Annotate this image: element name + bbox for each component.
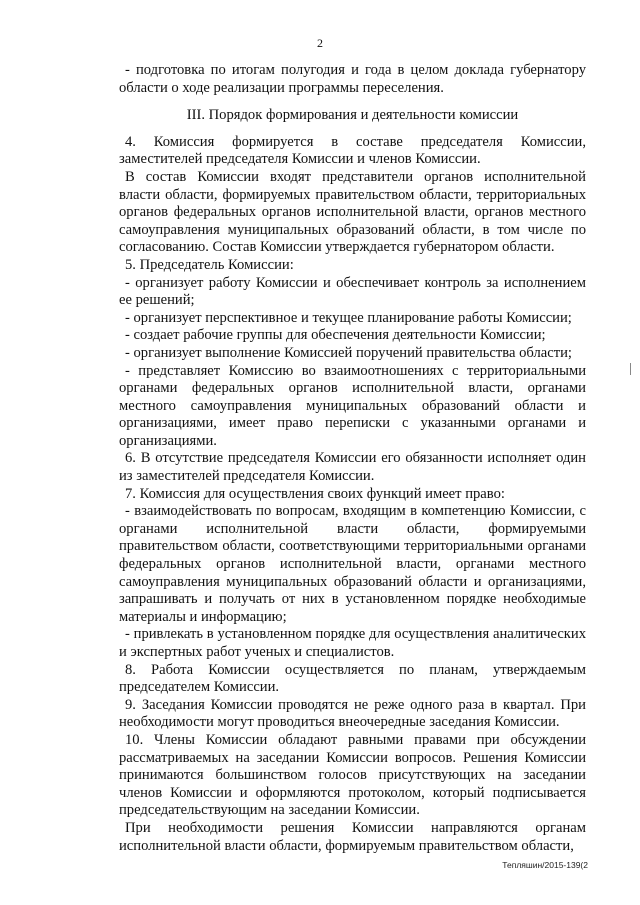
list-item: - представляет Комиссию во взаимоотношениях с территориальными органами федеральных органов исполнительной власти, органами местного самоуправления муниципальных образований области и организациями, имеет право переписки с указанными органами и организациями. — [119, 362, 586, 449]
section-heading: III. Порядок формирования и деятельности комиссии — [186, 107, 519, 124]
paragraph-composition: В состав Комиссии входят представители органов исполнительной власти области, формируемых правительством области, территориальных органов федеральных органов исполнительной власти, органов местного самоуправления муниципальных образований области, в том числе по согласованию. Состав Комиссии утверждается губернатором области. — [119, 168, 586, 256]
paragraph-8: 8. Работа Комиссии осуществляется по планам, утверждаемым председателем Комиссии. — [119, 661, 586, 696]
footer-document-code: Тепляшин/2015-139(2 — [502, 860, 588, 870]
document-body — [119, 62, 586, 855]
list-item: - взаимодействовать по вопросам, входящим в компетенцию Комиссии, с органами исполнительной власти области, формируемыми правительством области, соответствующими территориальными органами федеральных органов исполнительной власти, органами местного самоуправления муниципальных образований области и организациями, запрашивать и получать от них в установленном порядке необходимые материалы и информацию; — [119, 503, 586, 625]
list-item: - привлекать в установленном порядке для осуществления аналитических и экспертных работ ученых и специалистов. — [119, 626, 586, 660]
paragraph-9: 9. Заседания Комиссии проводятся не реже одного раза в квартал. При необходимости могут проводиться внеочередные заседания Комиссии. — [119, 696, 586, 731]
paragraph-10: 10. Члены Комиссии обладают равными правами при обсуждении рассматриваемых на заседании Комиссии вопросов. Решения Комиссии принимаются большинством голосов присутствующих на заседании членов Комиссии и оформляются протоколом, который подписывается председательствующим на заседании Комиссии. — [119, 731, 586, 819]
paragraph-5: 5. Председатель Комиссии: — [125, 256, 294, 273]
list-item: - организует выполнение Комиссией поручений правительства области; — [125, 344, 572, 361]
paragraph-7: 7. Комиссия для осуществления своих функций имеет право: — [125, 485, 505, 502]
scan-edge-mark — [630, 363, 631, 375]
paragraph-4: 4. Комиссия формируется в составе председателя Комиссии, заместителей председателя Комиссии и членов Комиссии. — [119, 133, 586, 168]
page-number: 2 — [317, 36, 323, 50]
paragraph-6: 6. В отсутствие председателя Комиссии его обязанности исполняет один из заместителей председателя Комиссии. — [119, 450, 586, 485]
list-item: - организует работу Комиссии и обеспечивает контроль за исполнением ее решений; — [119, 274, 586, 309]
paragraph-report-item: - подготовка по итогам полугодия и года в целом доклада губернатору области о ходе реализации программы переселения. — [119, 62, 586, 96]
list-item: - создает рабочие группы для обеспечения деятельности Комиссии; — [125, 327, 546, 344]
paragraph-decisions: При необходимости решения Комиссии направляются органам исполнительной власти области, формируемым правительством области, — [119, 819, 586, 854]
list-item: - организует перспективное и текущее планирование работы Комиссии; — [125, 309, 572, 326]
